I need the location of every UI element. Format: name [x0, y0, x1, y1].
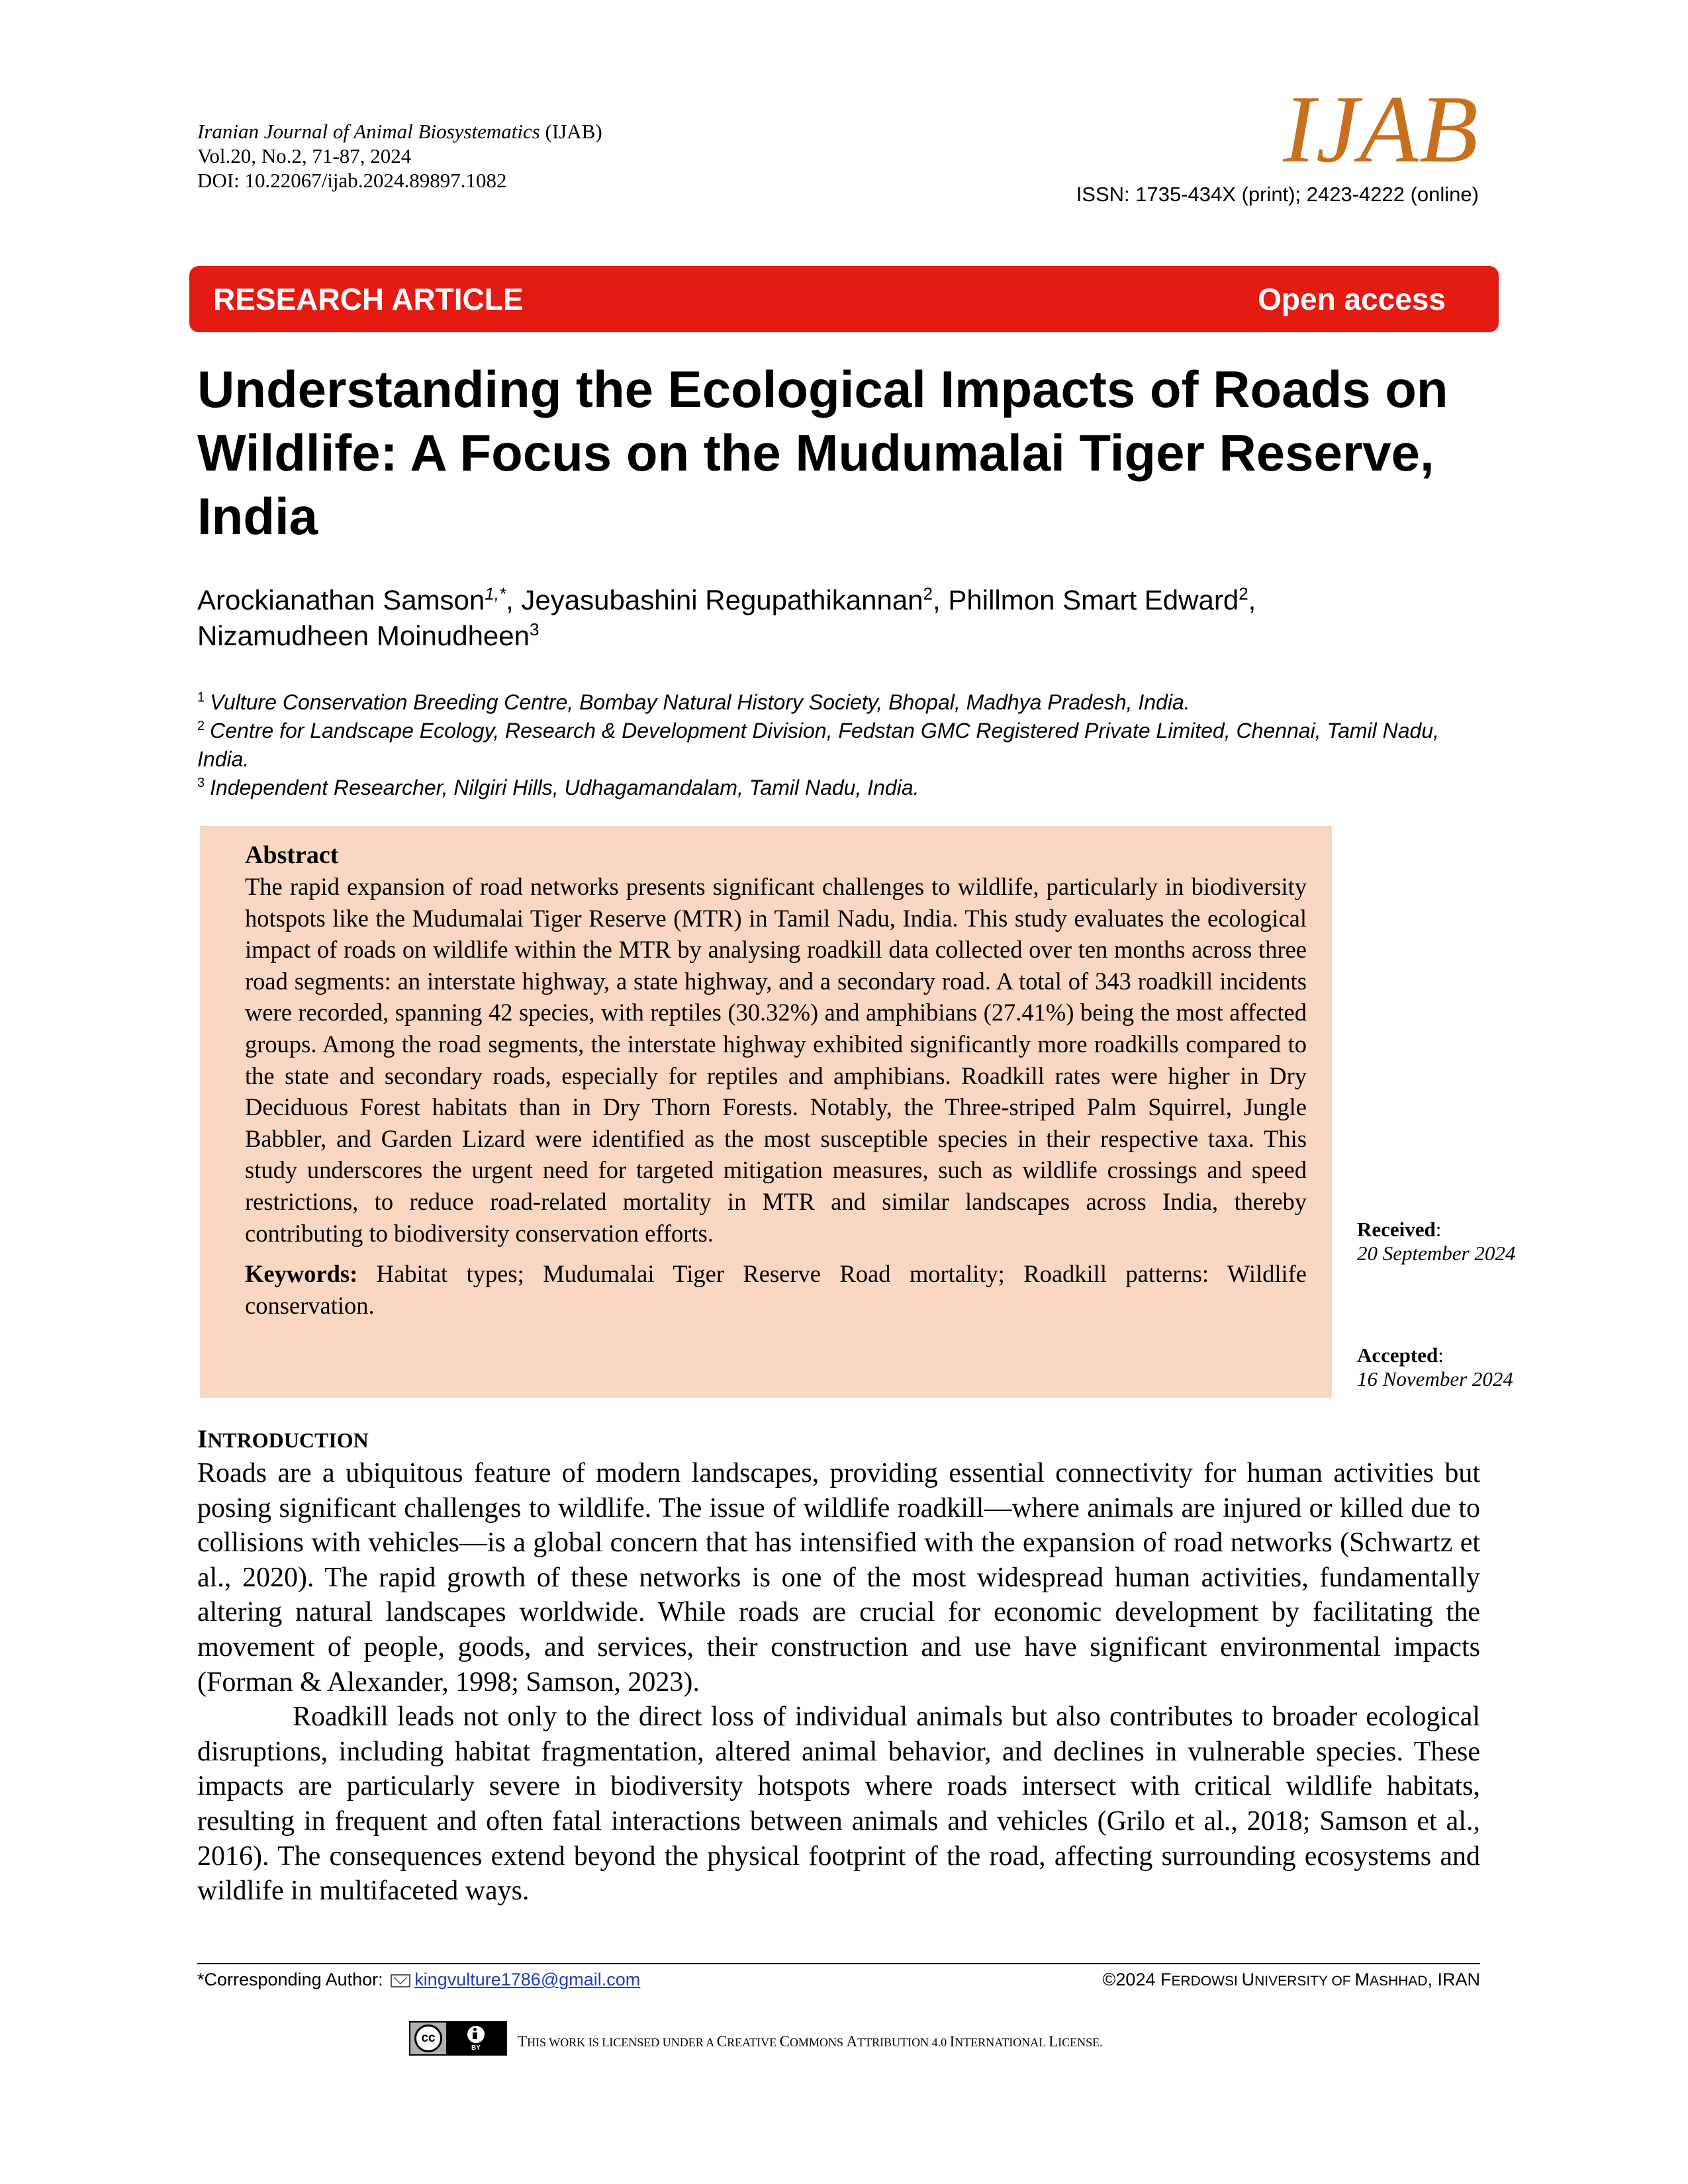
received-value: 20 September 2024 [1357, 1242, 1516, 1265]
affiliation-number: 1 [197, 690, 205, 705]
keywords [245, 1258, 1307, 1321]
journal-name: Iranian Journal of Animal Biosystematics [197, 120, 540, 143]
heading-rest: NTRODUCTION [207, 1428, 369, 1452]
affiliation-item [197, 774, 1495, 802]
accepted-value: 16 November 2024 [1357, 1367, 1513, 1390]
by-section [446, 2023, 506, 2054]
affiliations [197, 688, 1495, 802]
by-label: BY [471, 2044, 481, 2052]
author-name: Arockianathan Samson [197, 584, 485, 615]
license-part: A [846, 2033, 858, 2050]
paragraph: Roadkill leads not only to the direct loss of individual animals but also contributes to broader ecological disruptions, including habitat fragmentation, altered animal behavior, and declines in vulnerable species. These impacts are particularly severe in biodiversity hotspots where roads intersect with critical wildlife habitats, resulting in frequent and often fatal interactions between animals and vehicles (Grilo et al., 2018; Samson et al., 2016). The consequences extend beyond the physical footprint of the road, affecting surrounding ecosystems and wildlife in multifaceted ways. [197, 1702, 1480, 1907]
keywords-text: Habitat types; Mudumalai Tiger Reserve Road mortality; Roadkill patterns: Wildlife conservation. [245, 1260, 1307, 1319]
copyright [1103, 1970, 1480, 1990]
abstract-heading: Abstract [245, 841, 339, 869]
paragraph: Roads are a ubiquitous feature of modern landscapes, providing essential connectivity for human activities but posing significant challenges to wildlife. The issue of wildlife roadkill—where animals are injured or killed due to collisions with vehicles—is a global concern that has intensified with the expansion of road networks (Schwartz et al., 2020). The rapid growth of these networks is one of the most widespread human activities, fundamentally altering natural landscapes worldwide. While roads are crucial for economic development by facilitating the movement of people, goods, and services, their construction and use have significant environmental impacts (Forman & Alexander, 1998; Samson, 2023). [197, 1458, 1480, 1698]
affiliation-text: Vulture Conservation Breeding Centre, Bombay Natural History Society, Bhopal, Madhya Pradesh, India. [210, 690, 1190, 714]
journal-logo: IJAB [1283, 75, 1479, 183]
email-link[interactable]: kingvulture1786@gmail.com [414, 1970, 641, 1989]
abstract-box [200, 826, 1332, 1398]
author-name: Nizamudheen Moinudheen [197, 620, 530, 651]
open-access-label: Open access [1258, 282, 1446, 316]
abstract-text: The rapid expansion of road networks presents significant challenges to wildlife, particularly in biodiversity hotspots like the Mudumalai Tiger Reserve (MTR) in Tamil Nadu, India. This study evaluates the ecological impact of roads on wildlife within the MTR by analysing roadkill data collected over ten months across three road segments: an interstate highway, a state highway, and a secondary road. A total of 343 roadkill incidents were recorded, spanning 42 species, with reptiles (30.32%) and amphibians (27.41%) being the most affected groups. Among the road segments, the interstate highway exhibited significantly more roadkills compared to the state and secondary roads, especially for reptiles and amphibians. Roadkill rates were higher in Dry Deciduous Forest habitats than in Dry Thorn Forests. Notably, the Three-striped Palm Squirrel, Jungle Babbler, and Garden Lizard were identified as the most susceptible species in their respective taxa. This study underscores the urgent need for targeted mitigation measures, such as wildlife crossings and speed restrictions, to reduce road-related mortality in MTR and similar landscapes across India, thereby contributing to biodiversity conservation efforts. [245, 873, 1307, 1247]
license-part: L [1049, 2033, 1058, 2050]
license-part: C [716, 2033, 727, 2050]
journal-volume: Vol.20, No.2, 71-87, 2024 [197, 144, 412, 167]
license-part: ICENSE. [1058, 2036, 1103, 2049]
license-text [518, 2033, 1103, 2050]
author-affiliation-marker: 3 [530, 619, 539, 639]
license-part: C [779, 2033, 790, 2050]
received-date: Received: 20 September 2024 [1357, 1218, 1516, 1265]
copyright-part: M [1354, 1970, 1370, 1989]
article-title: Understanding the Ecological Impacts of Roads on Wildlife: A Focus on the Mudumalai Tiger Reserve, India [197, 360, 1448, 545]
license-part: OMMONS [789, 2036, 847, 2049]
article-type-banner [189, 266, 1499, 332]
author-affiliation-marker: 2 [1239, 584, 1248, 604]
introduction-heading [197, 1424, 369, 1454]
introduction-body [197, 1456, 1480, 1909]
journal-doi: DOI: 10.22067/ijab.2024.89897.1082 [197, 169, 507, 192]
corresponding-author [197, 1970, 640, 1990]
author-name: Jeyasubashini Regupathikannan [521, 584, 923, 615]
affiliation-number: 3 [197, 776, 205, 791]
mail-icon [391, 1974, 410, 1987]
copyright-part: NIVERSITY OF [1254, 1974, 1355, 1989]
license-part: I [949, 2033, 955, 2050]
heading-initial: I [197, 1425, 208, 1453]
footer-divider [197, 1963, 1480, 1964]
journal-abbr: (IJAB) [539, 120, 602, 143]
corr-label: *Corresponding Author: [197, 1970, 389, 1989]
accepted-date: Accepted: 16 November 2024 [1357, 1343, 1513, 1390]
keywords-label: Keywords: [245, 1260, 358, 1288]
journal-info [197, 119, 602, 193]
affiliation-number: 2 [197, 719, 205, 734]
copyright-part: U [1241, 1970, 1255, 1989]
author-list: Arockianathan Samson$^{1,*}$, Jeyasubashini Regupathikannan$^2$, Phillmon Smart Edward$^2$, Nizamudheen Moinudheen$^3$ [197, 584, 1256, 651]
attribution-icon [466, 2025, 486, 2044]
received-label: Received [1357, 1218, 1436, 1241]
license-part: TTRIBUTION 4.0 [857, 2036, 950, 2049]
affiliation-item [197, 717, 1495, 774]
license-part: REATIVE [727, 2036, 780, 2049]
author-affiliation-marker: 2 [923, 584, 933, 604]
author-affiliation-marker: 1,* [485, 584, 506, 604]
journal-citation [197, 119, 602, 144]
issn: ISSN: 1735-434X (print); 2423-4222 (online) [1076, 183, 1479, 206]
copyright-part: , IRAN [1427, 1970, 1480, 1989]
copyright-part: ASHHAD [1369, 1974, 1428, 1989]
accepted-label: Accepted [1357, 1343, 1438, 1367]
license-part: T [518, 2033, 528, 2050]
affiliation-text: Centre for Landscape Ecology, Research & Development Division, Fedstan GMC Registered Private Limited, Chennai, Tamil Nadu, India. [197, 719, 1440, 771]
cc-icon: cc [414, 2025, 442, 2052]
copyright-year: ©2024 F [1102, 1970, 1172, 1989]
copyright-part: ERDOWSI [1171, 1974, 1242, 1989]
cc-by-license-icon[interactable] [409, 2021, 507, 2056]
affiliation-text: Independent Researcher, Nilgiri Hills, Udhagamandalam, Tamil Nadu, India. [210, 776, 919, 799]
license-part: NTERNATIONAL [955, 2036, 1049, 2049]
author-name: Phillmon Smart Edward [948, 584, 1239, 615]
license-part: HIS WORK IS LICENSED UNDER A [527, 2036, 717, 2049]
affiliation-item [197, 688, 1495, 717]
article-type-label: RESEARCH ARTICLE [213, 282, 524, 316]
